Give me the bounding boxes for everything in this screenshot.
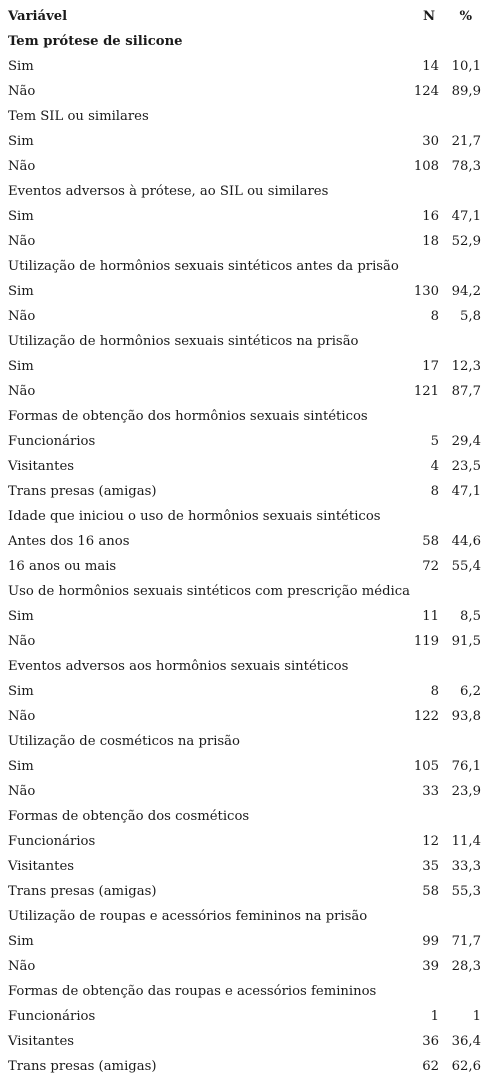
row-pct-value: 47,1	[451, 209, 481, 224]
table-row	[0, 629, 489, 654]
row-label: Sim	[8, 609, 34, 624]
row-pct-value: 52,9	[451, 234, 481, 249]
table-row	[0, 704, 489, 729]
header-pct: %	[459, 9, 472, 24]
row-n-value: 39	[422, 959, 439, 974]
row-n-value: 119	[413, 634, 439, 649]
row-n-value: 72	[422, 559, 439, 574]
row-label: 16 anos ou mais	[8, 559, 117, 574]
row-pct-value: 76,1	[451, 759, 481, 774]
table-row	[0, 304, 489, 329]
section-row	[0, 579, 489, 604]
table-row	[0, 54, 489, 79]
row-n-value: 121	[413, 384, 439, 399]
row-label: Sim	[8, 359, 34, 374]
row-label: Trans presas (amigas)	[8, 484, 157, 499]
row-pct-value: 55,4	[451, 559, 481, 574]
table-row	[0, 454, 489, 479]
table-row	[0, 429, 489, 454]
row-label: Não	[8, 159, 36, 174]
row-n-value: 122	[413, 709, 439, 724]
row-pct-value: 47,1	[451, 484, 481, 499]
section-label: Eventos adversos à prótese, ao SIL ou similares	[8, 184, 329, 199]
row-label: Não	[8, 959, 36, 974]
table-row	[0, 829, 489, 854]
row-pct-value: 94,2	[451, 284, 481, 299]
row-n-value: 8	[430, 684, 439, 699]
row-pct-value: 8,5	[460, 609, 481, 624]
row-n-value: 130	[413, 284, 439, 299]
row-pct-value: 23,9	[451, 784, 481, 799]
table-row	[0, 354, 489, 379]
table-row	[0, 79, 489, 104]
row-pct-value: 6,2	[460, 684, 481, 699]
section-label: Utilização de cosméticos na prisão	[8, 734, 240, 749]
section-label: Uso de hormônios sexuais sintéticos com prescrição médica	[8, 584, 411, 599]
row-label: Visitantes	[8, 859, 75, 874]
row-pct-value: 23,5	[451, 459, 481, 474]
row-n-value: 58	[422, 884, 439, 899]
section-row	[0, 404, 489, 429]
row-n-value: 16	[422, 209, 439, 224]
section-row	[0, 904, 489, 929]
table-row	[0, 554, 489, 579]
table-row	[0, 954, 489, 979]
row-n-value: 14	[422, 59, 439, 74]
row-label: Funcionários	[8, 1009, 96, 1024]
table-row	[0, 754, 489, 779]
row-label: Visitantes	[8, 1034, 75, 1049]
row-n-value: 58	[422, 534, 439, 549]
section-label: Idade que iniciou o uso de hormônios sexuais sintéticos	[8, 509, 381, 524]
table-header	[0, 4, 489, 29]
row-n-value: 99	[422, 934, 439, 949]
table-row	[0, 1004, 489, 1029]
row-n-value: 4	[430, 459, 439, 474]
header-n: N	[422, 9, 435, 24]
row-pct-value: 89,9	[451, 84, 481, 99]
table-row	[0, 279, 489, 304]
row-pct-value: 33,3	[451, 859, 481, 874]
row-label: Sim	[8, 284, 34, 299]
row-n-value: 33	[422, 784, 439, 799]
row-label: Não	[8, 309, 36, 324]
row-n-value: 8	[430, 484, 439, 499]
section-label: Utilização de hormônios sexuais sintéticos na prisão	[8, 334, 359, 349]
row-pct-value: 12,3	[451, 359, 481, 374]
table-row	[0, 779, 489, 804]
section-row	[0, 329, 489, 354]
section-row	[0, 654, 489, 679]
table-row	[0, 1054, 489, 1079]
section-row	[0, 979, 489, 1004]
table-row	[0, 379, 489, 404]
section-row	[0, 179, 489, 204]
table-row	[0, 604, 489, 629]
section-label: Formas de obtenção das roupas e acessórios femininos	[8, 984, 377, 999]
row-pct-value: 10,1	[451, 59, 481, 74]
row-pct-value: 36,4	[451, 1034, 481, 1049]
row-pct-value: 91,5	[451, 634, 481, 649]
section-row	[0, 29, 489, 54]
table-row	[0, 229, 489, 254]
row-pct-value: 78,3	[451, 159, 481, 174]
section-row	[0, 804, 489, 829]
row-n-value: 8	[430, 309, 439, 324]
row-pct-value: 93,8	[451, 709, 481, 724]
row-label: Não	[8, 384, 36, 399]
header-variable: Variável	[8, 9, 68, 24]
row-label: Sim	[8, 134, 34, 149]
row-pct-value: 11,4	[451, 834, 481, 849]
section-label: Utilização de hormônios sexuais sintéticos antes da prisão	[8, 259, 399, 274]
row-label: Sim	[8, 684, 34, 699]
section-label: Formas de obtenção dos hormônios sexuais sintéticos	[8, 409, 368, 424]
row-label: Funcionários	[8, 434, 96, 449]
section-label: Tem prótese de silicone	[8, 34, 183, 49]
row-n-value: 17	[422, 359, 439, 374]
table-body	[0, 29, 489, 1079]
row-n-value: 108	[413, 159, 439, 174]
row-pct-value: 44,6	[451, 534, 481, 549]
section-label: Utilização de roupas e acessórios femininos na prisão	[8, 909, 368, 924]
row-label: Funcionários	[8, 834, 96, 849]
row-label: Sim	[8, 934, 34, 949]
row-pct-value: 62,6	[451, 1059, 481, 1074]
row-pct-value: 1	[472, 1009, 481, 1024]
row-pct-value: 87,7	[451, 384, 481, 399]
row-pct-value: 28,3	[451, 959, 481, 974]
row-n-value: 12	[422, 834, 439, 849]
row-n-value: 18	[422, 234, 439, 249]
row-label: Não	[8, 234, 36, 249]
row-label: Trans presas (amigas)	[8, 1059, 157, 1074]
section-label: Formas de obtenção dos cosméticos	[8, 809, 250, 824]
row-label: Sim	[8, 59, 34, 74]
row-label: Não	[8, 709, 36, 724]
row-n-value: 5	[430, 434, 439, 449]
row-label: Antes dos 16 anos	[8, 534, 130, 549]
table-row	[0, 679, 489, 704]
row-n-value: 30	[422, 134, 439, 149]
section-label: Tem SIL ou similares	[8, 109, 149, 124]
row-n-value: 11	[422, 609, 439, 624]
row-label: Não	[8, 784, 36, 799]
table-row	[0, 479, 489, 504]
table-row	[0, 154, 489, 179]
table-row	[0, 1029, 489, 1054]
row-pct-value: 29,4	[451, 434, 481, 449]
section-row	[0, 254, 489, 279]
section-row	[0, 729, 489, 754]
table-row	[0, 929, 489, 954]
table-row	[0, 204, 489, 229]
row-label: Sim	[8, 759, 34, 774]
table-row	[0, 854, 489, 879]
row-label: Sim	[8, 209, 34, 224]
row-label: Trans presas (amigas)	[8, 884, 157, 899]
section-row	[0, 104, 489, 129]
row-label: Visitantes	[8, 459, 75, 474]
row-n-value: 124	[413, 84, 439, 99]
section-label: Eventos adversos aos hormônios sexuais sintéticos	[8, 659, 349, 674]
row-n-value: 35	[422, 859, 439, 874]
row-n-value: 1	[430, 1009, 439, 1024]
row-pct-value: 55,3	[451, 884, 481, 899]
row-n-value: 105	[413, 759, 439, 774]
row-n-value: 62	[422, 1059, 439, 1074]
row-n-value: 36	[422, 1034, 439, 1049]
row-pct-value: 21,7	[451, 134, 481, 149]
section-row	[0, 504, 489, 529]
table-row	[0, 879, 489, 904]
table-row	[0, 129, 489, 154]
table-row	[0, 529, 489, 554]
row-label: Não	[8, 84, 36, 99]
row-pct-value: 5,8	[460, 309, 481, 324]
row-pct-value: 71,7	[451, 934, 481, 949]
row-label: Não	[8, 634, 36, 649]
